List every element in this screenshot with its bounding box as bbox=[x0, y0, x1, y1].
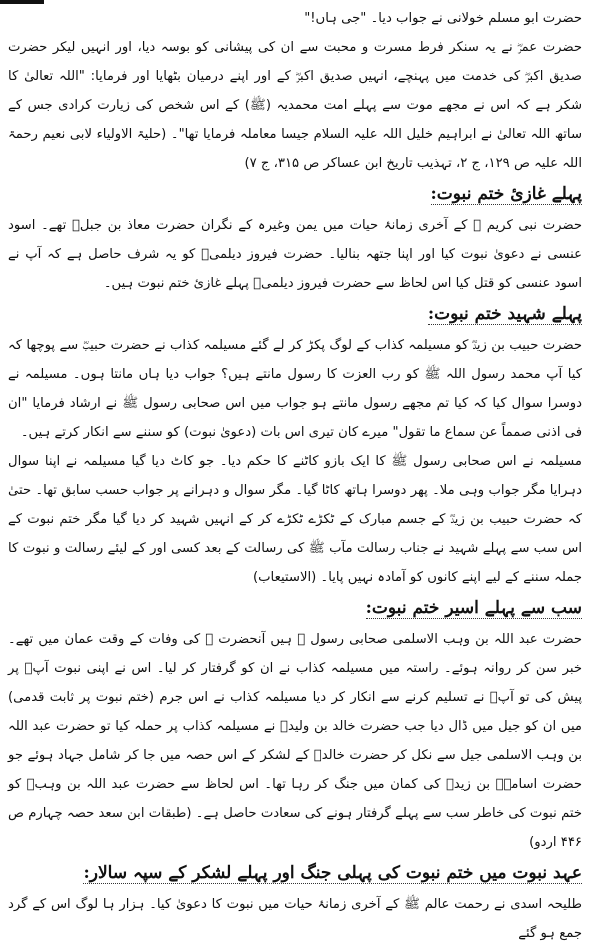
paragraph: حضرت عبد اللہ بن وہب الاسلمی صحابی رسول ﷺ ہیں آنحضرت ﷺ کی وفات کے وقت عمان میں تھے۔ خبر سن کر روانہ ہوئے۔ راستہ میں مسیلمہ کذاب نے ان کو گرفتار کر لیا۔ اس نے اپنی نبوت آپؓ پر پیش کی تو آپؓ نے تسلیم کرنے سے انکار کر دیا مسیلمہ کذاب نے اس جرم (ختم نبوت پر ثابت قدمی) میں ان کو جیل میں ڈال دیا جب حضرت خالد بن ولیدؓ نے مسیلمہ کذاب پر حملہ کیا تو حضرت عبد اللہ بن وہب الاسلمی جیل سے نکل کر حضرت خالدؓ کے لشکر کے اس حصہ میں جا کر شامل جہاد ہوئے جو حضرت اسامہؓ بن زیدؓ کی کمان میں جنگ کر رہا تھا۔ اس لحاظ سے حضرت عبد اللہ بن وہبؓ کو ختم نبوت کی خاطر سب سے پہلے گرفتار ہونے کی سعادت حاصل ہے۔ (طبقات ابن سعد حصہ چہارم ص ۴۴۶ اردو) bbox=[8, 632, 582, 850]
scan-edge-mark bbox=[0, 0, 44, 4]
paragraph: حضرت حبیب بن زیدؓ کو مسیلمہ کذاب کے لوگ پکڑ کر لے گئے مسیلمہ کذاب نے حضرت حبیبؓ سے پوچھا کہ کیا آپ محمد رسول اللہ ﷺ کو رب العزت کا رسول مانتے ہیں؟ جواب دیا ہاں مانتا ہوں۔ مسیلمہ نے دوسرا سوال کیا کہ کیا تم مجھے رسول مانتے ہو جواب میں اس صحابی رسول ﷺ نے ارشاد فرمایا "ان فی اذنی صمماً عن سماع ما تقول" میرے کان تیری اس بات (دعویٰ نبوت) کو سننے سے انکار کرتے ہیں۔ bbox=[8, 338, 582, 440]
section-heading-text: پہلے غازیٔ ختم نبوت: bbox=[430, 184, 582, 204]
section-heading-text: پہلے شہید ختم نبوت: bbox=[427, 304, 582, 324]
paragraph: طلیحہ اسدی نے رحمت عالم ﷺ کے آخری زمانۂ حیات میں نبوت کا دعویٰ کیا۔ ہزار ہا لوگ اس کے گرد جمع ہو گئے bbox=[8, 897, 582, 941]
paragraph: حضرت عمرؓ نے یہ سنکر فرط مسرت و محبت سے ان کی پیشانی کو بوسہ دیا، اور انہیں لیکر حضرت صدیق اکبرؓ کی خدمت میں پہنچے، انہیں صدیق اکبرؓ کے اور اپنے درمیان بٹھایا اور فرمایا: "اللہ تعالیٰ کا شکر ہے کہ اس نے مجھے موت سے پہلے امت محمدیہ (ﷺ) کے اس شخص کی زیارت کرادی جس کے ساتھ اللہ تعالیٰ نے ابراہیم خلیل اللہ علیہ السلام جیسا معاملہ فرمایا تھا"۔ (حلیۃ الاولیاء لابی نعیم رحمۃ اللہ علیہ ص ۱۲۹، ج ۲، تہذیب تاریخ ابن عساکر ص ۳۱۵، ج ۷) bbox=[8, 40, 582, 171]
section-heading-text: سب سے پہلے اسیر ختم نبوت: bbox=[365, 598, 582, 618]
paragraph: مسیلمہ نے اس صحابی رسول ﷺ کا ایک بازو کاٹنے کا حکم دیا۔ جو کاٹ دیا گیا مسیلمہ نے اپنا سوال دہرایا مگر جواب وہی ملا۔ پھر دوسرا ہاتھ کاٹا گیا۔ مگر سوال و دہرانے پر جواب حسب سابق تھا۔ حتیٰ کہ حضرت حبیب بن زیدؓ کے جسم مبارک کے ٹکڑے ٹکڑے کر کے انہیں شہید کر دیا گیا مگر ختم نبوت کے اس سب سے پہلے شہید نے جناب رسالت مآب ﷺ کی رسالت کے بعد کسی اور کے لیئے رسالت و نبوت کا جملہ سننے کے لیے اپنے کانوں کو آمادہ نہیں پایا۔ (الاستیعاب) bbox=[8, 454, 582, 585]
document-body bbox=[8, 4, 582, 948]
section-heading bbox=[8, 857, 582, 890]
section-heading bbox=[8, 178, 582, 211]
paragraph: حضرت نبی کریم ﷺ کے آخری زمانۂ حیات میں یمن وغیرہ کے نگران حضرت معاذ بن جبلؓ تھے۔ اسود عنسی نے دعویٰ نبوت کیا اور اپنا جتھہ بنالیا۔ حضرت فیروز دیلمیؓ کو یہ شرف حاصل ہے کہ آپ نے اسود عنسی کو قتل کیا اس لحاظ سے حضرت فیروز دیلمیؓ پہلے غازیٔ ختم نبوت ہیں۔ bbox=[8, 218, 582, 291]
paragraph: حضرت ابو مسلم خولانی نے جواب دیا۔ "جی ہاں!" bbox=[304, 11, 582, 26]
section-heading bbox=[8, 592, 582, 625]
section-heading-text: عہد نبوت میں ختم نبوت کی پہلی جنگ اور پہلے لشکر کے سپہ سالار: bbox=[83, 863, 582, 883]
section-heading bbox=[8, 298, 582, 331]
